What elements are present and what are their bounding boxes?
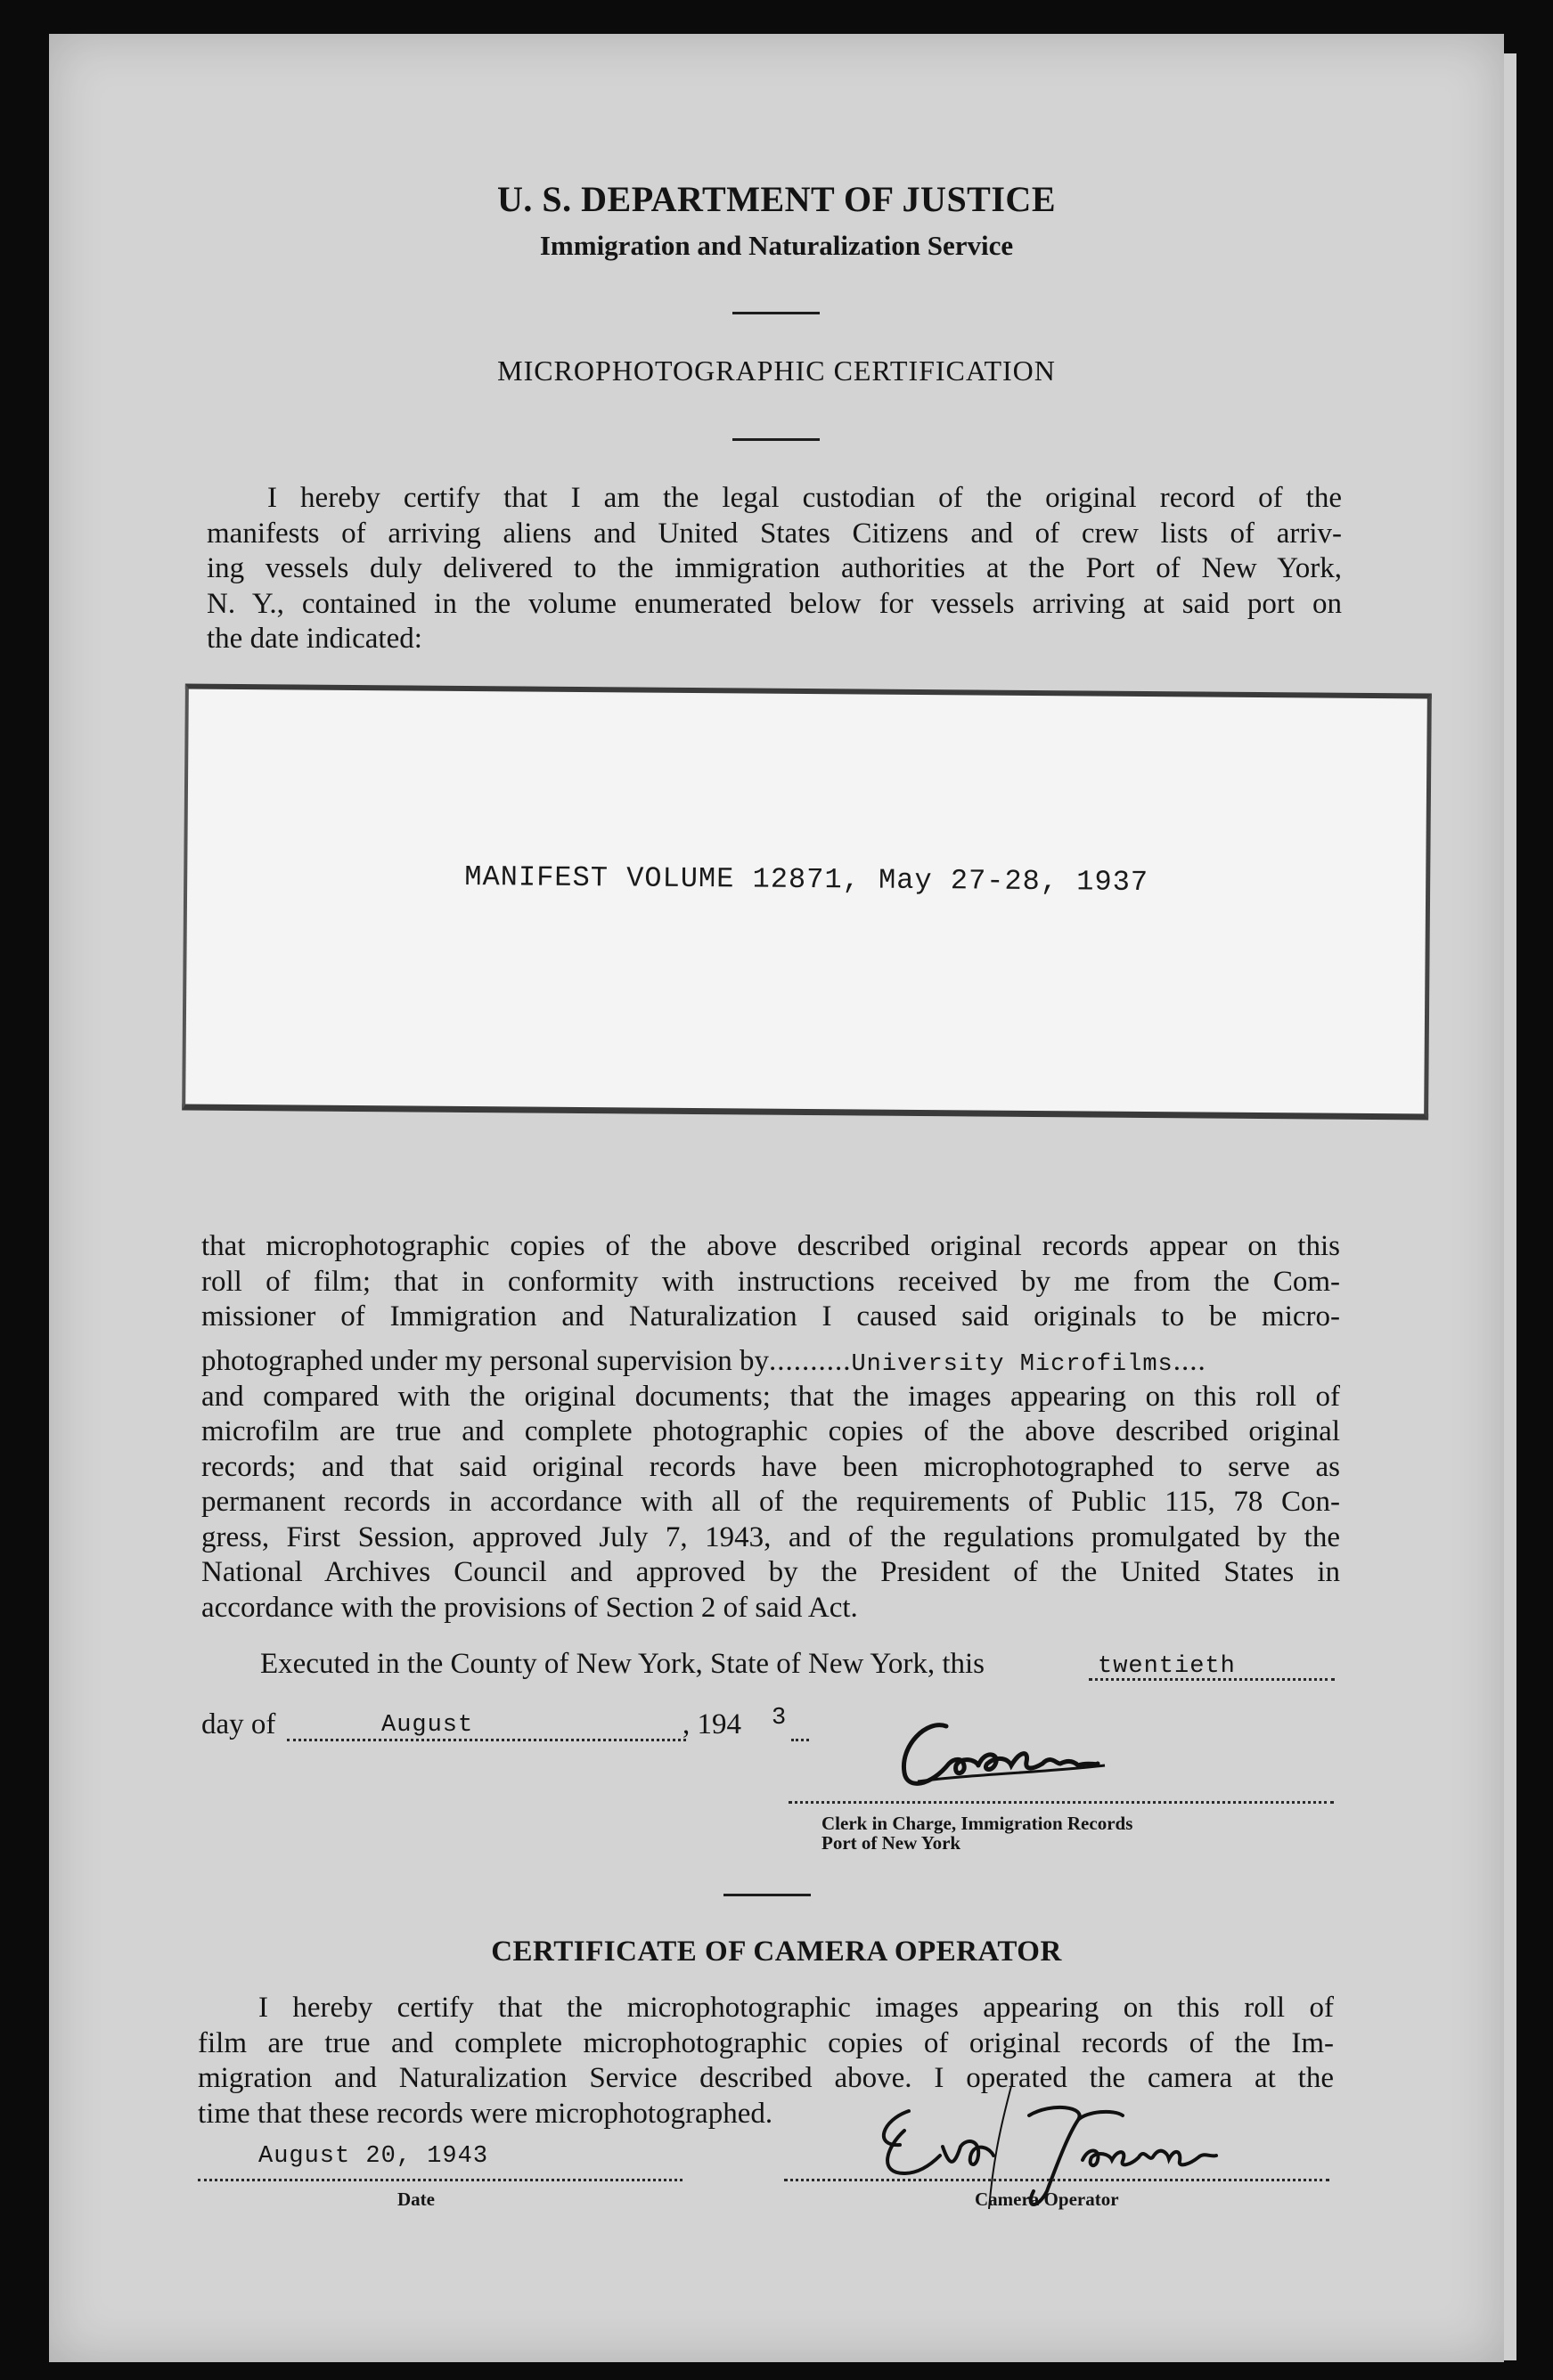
paragraph-line: migration and Naturalization Service described above. I operated the camera at the	[198, 2062, 1334, 2094]
paragraph-line: ing vessels duly delivered to the immigration authorities at the Port of New York,	[207, 552, 1342, 584]
dotted-leader	[791, 1739, 809, 1741]
dot-leader: ....	[1173, 1345, 1206, 1377]
paragraph-line: National Archives Council and approved by the President of the United States in	[201, 1556, 1340, 1588]
paragraph-line: the date indicated:	[207, 623, 422, 655]
camera-certificate-title: CERTIFICATE OF CAMERA OPERATOR	[491, 1936, 1062, 1968]
paragraph-line: permanent records in accordance with all of the requirements of Public 115, 78 Con-	[201, 1486, 1340, 1518]
year-digit: 3	[772, 1705, 788, 1732]
paragraph-line: film are true and complete microphotographic copies of original records of the Im-	[198, 2026, 1334, 2059]
clerk-title: Clerk in Charge, Immigration Records	[821, 1813, 1133, 1834]
manifest-volume-text: MANIFEST VOLUME 12871, May 27-28, 1937	[464, 860, 1149, 900]
day-value: twentieth	[1098, 1653, 1236, 1680]
paragraph-line: accordance with the provisions of Section 2 of said Act.	[201, 1591, 858, 1624]
divider	[732, 312, 820, 314]
paragraph-line: N. Y., contained in the volume enumerated below for vessels arriving at said port on	[207, 587, 1342, 620]
operator-signature-line	[784, 2179, 1329, 2181]
divider	[723, 1894, 811, 1896]
paragraph-line: gress, First Session, approved July 7, 1943, and of the regulations promulgated by the	[201, 1520, 1340, 1553]
department-title: U. S. DEPARTMENT OF JUSTICE	[497, 179, 1056, 219]
month-value: August	[381, 1712, 474, 1739]
clerk-signature	[864, 1710, 1292, 1808]
camera-operator-label: Camera Operator	[975, 2188, 1119, 2210]
paragraph-line: I hereby certify that I am the legal custodian of the original record of the	[267, 482, 1342, 514]
year-prefix: , 194	[683, 1708, 741, 1740]
dotted-leader	[287, 1739, 686, 1741]
paragraph-line: manifests of arriving aliens and United States Citizens and of crew lists of arriv-	[207, 517, 1342, 550]
manifest-volume-card	[182, 684, 1432, 1121]
paragraph-line: microfilm are true and complete photographic copies of the above described original	[201, 1415, 1340, 1447]
paragraph-line: I hereby certify that the microphotographic images appearing on this roll of	[258, 1992, 1334, 2024]
filmed-by-value: University Microfilms	[851, 1351, 1173, 1378]
date-label: Date	[397, 2188, 435, 2210]
paragraph-line: roll of film; that in conformity with instructions received by me from the Com-	[201, 1265, 1340, 1298]
service-subtitle: Immigration and Naturalization Service	[539, 230, 1014, 261]
signature-line	[789, 1801, 1334, 1804]
supervision-line	[201, 1344, 1340, 1380]
certification-body	[201, 1229, 1340, 1626]
supervision-prefix: photographed under my personal supervision by	[201, 1345, 769, 1377]
paragraph-line: records; and that said original records have been microphotographed to serve as	[201, 1450, 1340, 1483]
clerk-port: Port of New York	[821, 1832, 961, 1854]
intro-paragraph	[207, 481, 1342, 657]
dot-leader: ..........	[768, 1345, 852, 1377]
page-edge	[1504, 53, 1516, 2360]
paragraph-line: missioner of Immigration and Naturalization I caused said originals to be micro-	[201, 1300, 1340, 1333]
date-line	[198, 2179, 683, 2181]
day-of-label: day of	[201, 1708, 276, 1740]
divider	[732, 438, 820, 441]
certification-title: MICROPHOTOGRAPHIC CERTIFICATION	[497, 355, 1056, 387]
paragraph-line: time that these records were microphotographed.	[198, 2097, 773, 2130]
paragraph-line: that microphotographic copies of the above described original records appear on this	[201, 1230, 1340, 1262]
operator-date-value: August 20, 1943	[258, 2143, 489, 2170]
paragraph-line: and compared with the original documents; that the images appearing on this roll of	[201, 1380, 1340, 1413]
executed-statement: Executed in the County of New York, State of New York, this	[260, 1648, 985, 1680]
